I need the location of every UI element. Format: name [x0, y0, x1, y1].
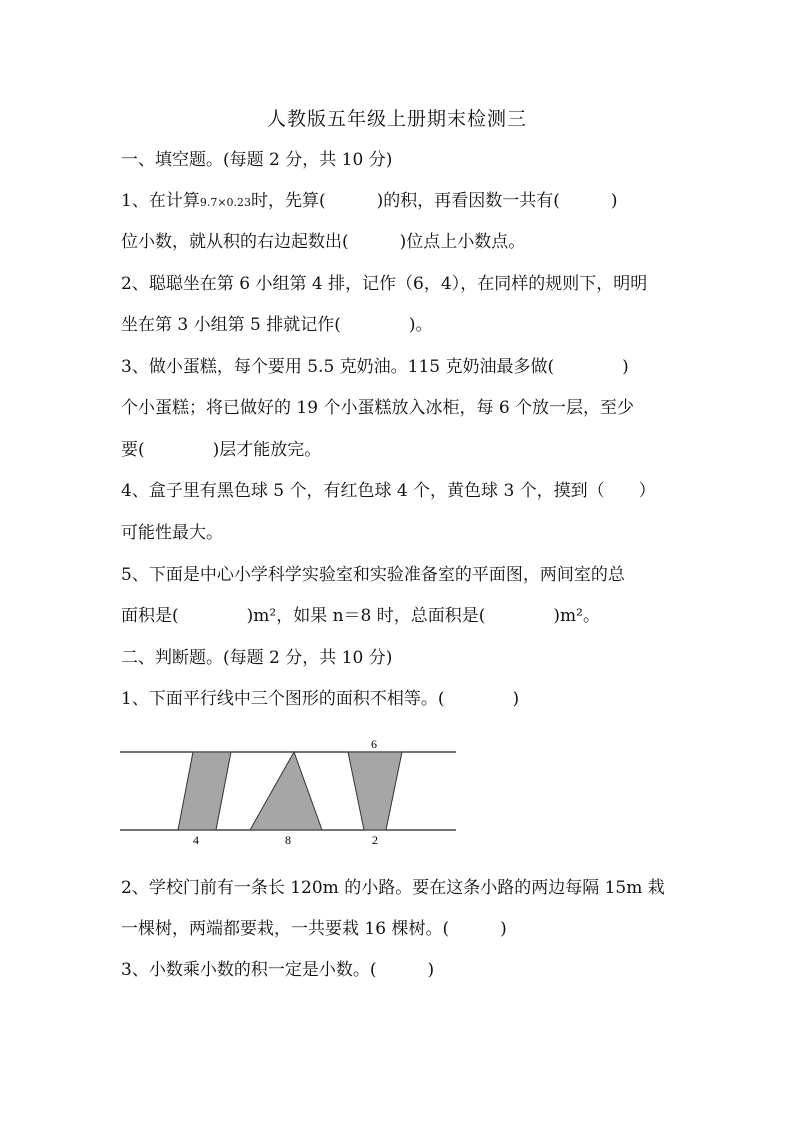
q1-expression: 9.7×0.23 — [199, 196, 252, 209]
q4-line2: 可能性最大。 — [121, 523, 223, 543]
q5-line2: 面积是( )m²，如果 n＝8 时，总面积是( )m²。 — [121, 606, 600, 626]
label-base-4: 4 — [193, 833, 199, 847]
q5-line1: 5、下面是中心小学科学实验室和实验准备室的平面图，两间室的总 — [121, 565, 625, 585]
section2-heading: 二、判断题。(每题 2 分，共 10 分) — [121, 648, 393, 668]
q2-line1: 2、聪聪坐在第 6 小组第 4 排，记作（6，4），在同样的规则下，明明 — [121, 274, 648, 294]
judge-q3: 3、小数乘小数的积一定是小数。( ) — [121, 960, 435, 980]
q3-line1: 3、做小蛋糕，每个要用 5.5 克奶油。115 克奶油最多做( ) — [121, 357, 629, 377]
triangle-shape — [250, 752, 322, 830]
q1-line2: 位小数，就从积的右边起数出( )位点上小数点。 — [121, 232, 526, 252]
section1-heading: 一、填空题。(每题 2 分，共 10 分) — [121, 150, 393, 170]
q3-line3: 要( )层才能放完。 — [121, 440, 322, 460]
judge-q2-line2: 一棵树，两端都要栽，一共要栽 16 棵树。( ) — [121, 919, 507, 939]
label-top-6: 6 — [371, 737, 377, 751]
judge-q2-line1: 2、学校门前有一条长 120m 的小路。要在这条小路的两边每隔 15m 栽 — [121, 878, 665, 898]
q1-line1 — [121, 189, 681, 215]
q2-line2: 坐在第 3 小组第 5 排就记作( )。 — [121, 315, 433, 335]
trapezoid-shape — [348, 752, 402, 830]
q3-line2: 个小蛋糕；将已做好的 19 个小蛋糕放入冰柜，每 6 个放一层，至少 — [121, 398, 635, 418]
parallelogram-shape — [178, 752, 231, 830]
q1-text-b: 时，先算( )的积，再看因数一共有( ) — [251, 191, 618, 211]
label-base-8: 8 — [285, 833, 291, 847]
q4-line1: 4、盒子里有黑色球 5 个，有红色球 4 个，黄色球 3 个，摸到（ ） — [121, 481, 656, 501]
page-title: 人教版五年级上册期末检测三 — [266, 108, 527, 130]
label-base-2: 2 — [372, 833, 378, 847]
parallel-lines-figure — [118, 732, 463, 852]
judge-q1: 1、下面平行线中三个图形的面积不相等。( ) — [121, 689, 520, 709]
q1-text-a: 1、在计算 — [121, 191, 200, 211]
